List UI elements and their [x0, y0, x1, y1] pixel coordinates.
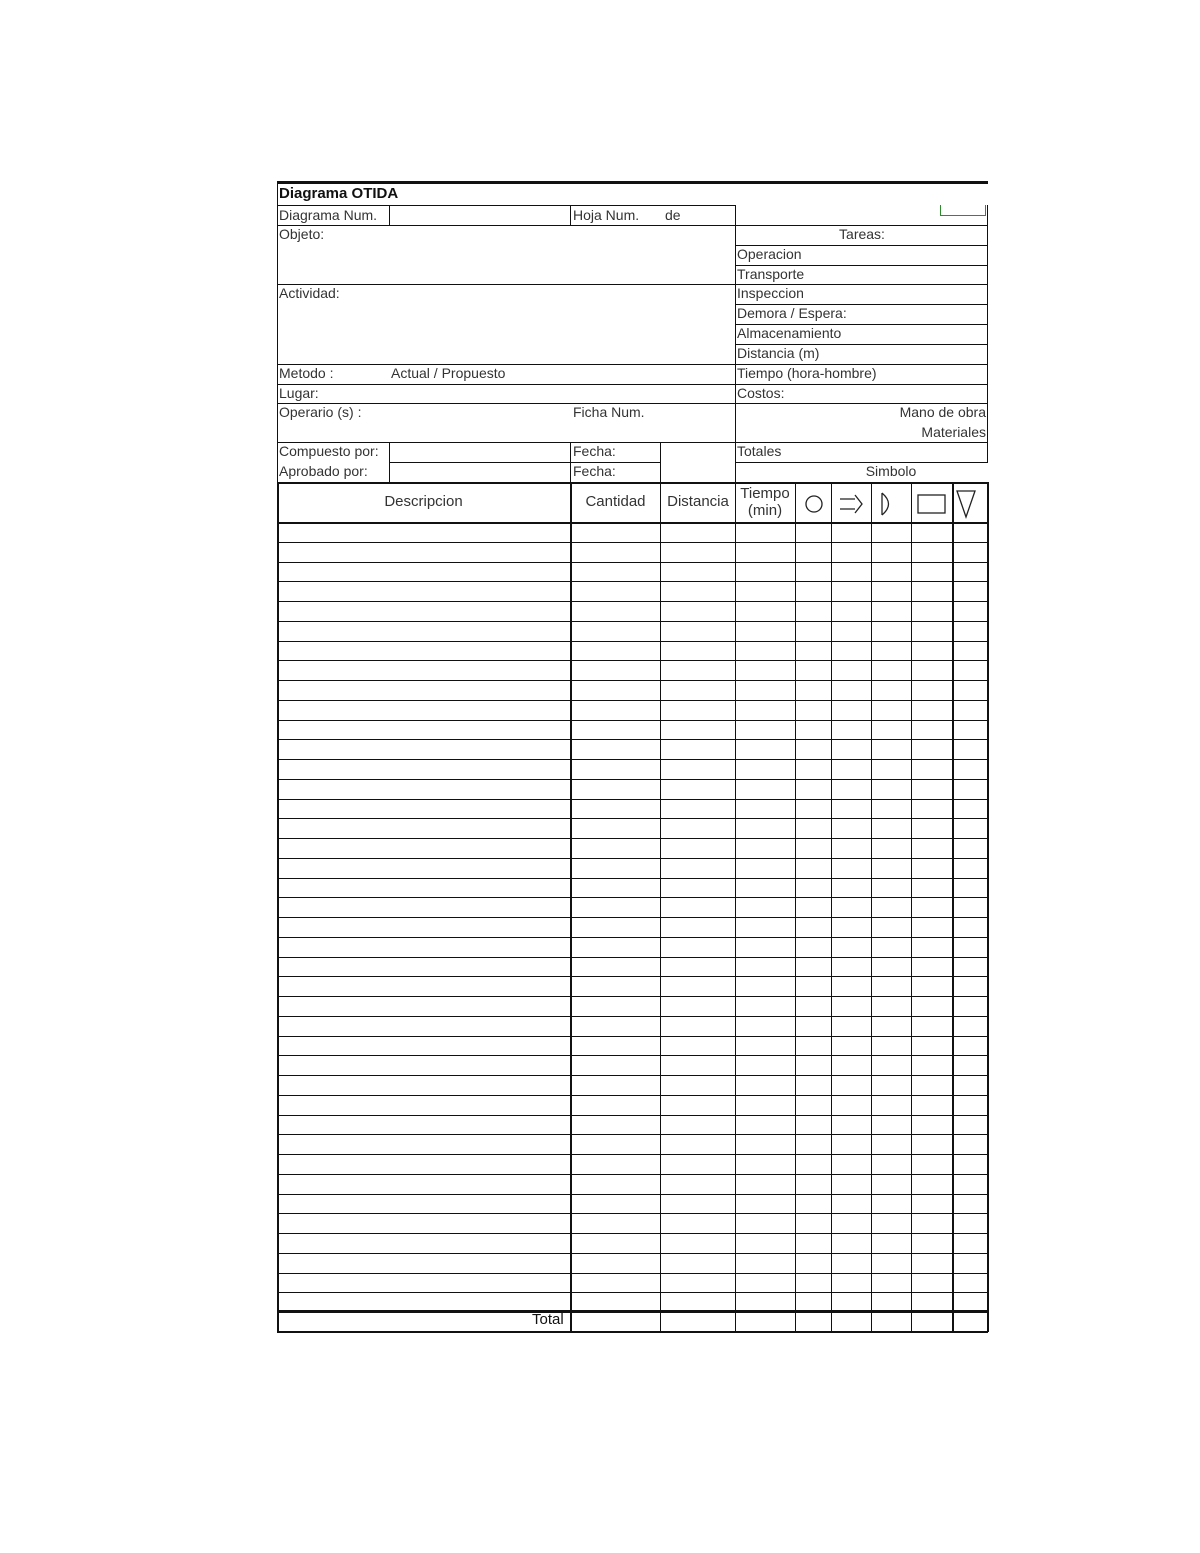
- arrow-icon: [840, 495, 862, 513]
- table-row-line: [277, 1253, 988, 1254]
- actividad-label: Actividad:: [279, 285, 340, 301]
- col-descripcion: Descripcion: [384, 493, 463, 510]
- total-rule: [277, 1310, 988, 1313]
- table-row-line: [277, 1194, 988, 1195]
- table-row-line: [277, 996, 988, 997]
- table-row-line: [277, 759, 988, 760]
- table-row-line: [277, 1273, 988, 1274]
- table-row-line: [277, 818, 988, 819]
- table-row-line: [277, 739, 988, 740]
- bottom-rule: [277, 1331, 988, 1333]
- tareas-label: Tareas:: [839, 226, 885, 242]
- table-row-line: [277, 1213, 988, 1214]
- table-row-line: [277, 799, 988, 800]
- table-row-line: [277, 680, 988, 681]
- ficha-num-label: Ficha Num.: [573, 404, 645, 420]
- col-cantidad: Cantidad: [585, 493, 646, 510]
- table-column-line: [952, 482, 954, 1332]
- table-column-line: [570, 482, 572, 1332]
- transporte-label: Transporte: [737, 266, 805, 282]
- rectangle-icon: [918, 495, 945, 513]
- table-row-line: [277, 720, 988, 721]
- table-row-line: [277, 917, 988, 918]
- mano-de-obra-label: Mano de obra: [899, 404, 986, 420]
- otida-form: [277, 181, 988, 1333]
- aprobado-por-label: Aprobado por:: [279, 463, 368, 479]
- table-column-line: [871, 482, 872, 1332]
- table-row-line: [277, 779, 988, 780]
- table-row-line: [277, 1075, 988, 1076]
- symbol-header: [795, 484, 988, 522]
- triangle-icon: [957, 491, 975, 517]
- table-row-line: [277, 641, 988, 642]
- table-column-line: [795, 482, 796, 1332]
- table-row-line: [277, 1134, 988, 1135]
- table-column-line: [831, 482, 832, 1332]
- table-row-line: [277, 838, 988, 839]
- table-row-line: [277, 621, 988, 622]
- hoja-num-label: Hoja Num.: [573, 207, 640, 223]
- simbolo-label: Simbolo: [865, 463, 917, 479]
- circle-icon: [806, 496, 822, 512]
- operacion-label: Operacion: [737, 246, 802, 262]
- table-row-line: [277, 1174, 988, 1175]
- table-column-line: [277, 482, 279, 1332]
- green-marker: [940, 205, 986, 216]
- lugar-label: Lugar:: [279, 385, 319, 401]
- col-tiempo: [736, 485, 794, 519]
- col-tiempo-line1: Tiempo: [740, 485, 790, 502]
- table-row-line: [277, 1055, 988, 1056]
- table-row-line: [277, 957, 988, 958]
- table-row-line: [277, 858, 988, 859]
- table-row-line: [277, 1233, 988, 1234]
- inspeccion-label: Inspeccion: [737, 285, 804, 301]
- table-row-line: [277, 1036, 988, 1037]
- compuesto-por-label: Compuesto por:: [279, 443, 379, 459]
- table-row-line: [277, 976, 988, 977]
- diagrama-num-label: Diagrama Num.: [279, 207, 378, 223]
- top-rule: [277, 181, 988, 184]
- fecha-label-1: Fecha:: [573, 443, 616, 459]
- table-column-line: [735, 482, 736, 1332]
- totales-label: Totales: [737, 443, 782, 459]
- table-column-line: [987, 482, 989, 1332]
- table-row-line: [277, 937, 988, 938]
- distancia-label: Distancia (m): [737, 345, 820, 361]
- almacenamiento-label: Almacenamiento: [737, 325, 842, 341]
- table-row-line: [277, 660, 988, 661]
- table-row-line: [277, 542, 988, 543]
- table-row-line: [277, 1095, 988, 1096]
- d-icon: [882, 493, 889, 515]
- table-row-line: [277, 1115, 988, 1116]
- table-row-line: [277, 1016, 988, 1017]
- fecha-label-2: Fecha:: [573, 463, 616, 479]
- costos-label: Costos:: [737, 385, 785, 401]
- col-distancia: Distancia: [667, 493, 729, 510]
- table-row-line: [277, 878, 988, 879]
- de-label: de: [665, 207, 681, 223]
- objeto-label: Objeto:: [279, 226, 325, 242]
- operario-label: Operario (s) :: [279, 404, 362, 420]
- table-column-line: [660, 482, 661, 1332]
- metodo-label: Metodo :: [279, 365, 334, 381]
- metodo-value: Actual / Propuesto: [391, 365, 506, 381]
- col-tiempo-line2: (min): [747, 502, 783, 519]
- table-row-line: [277, 897, 988, 898]
- table-row-line: [277, 601, 988, 602]
- table-row-line: [277, 1292, 988, 1293]
- table-row-line: [277, 562, 988, 563]
- table-row-line: [277, 1154, 988, 1155]
- table-row-line: [277, 581, 988, 582]
- form-title: Diagrama OTIDA: [279, 185, 399, 202]
- table-column-line: [911, 482, 912, 1332]
- tiempo-hh-label: Tiempo (hora-hombre): [737, 365, 877, 381]
- materiales-label: Materiales: [921, 424, 986, 440]
- table-row-line: [277, 700, 988, 701]
- total-label: Total: [532, 1311, 564, 1328]
- header-bottom-rule: [277, 522, 988, 524]
- demora-label: Demora / Espera:: [737, 305, 847, 321]
